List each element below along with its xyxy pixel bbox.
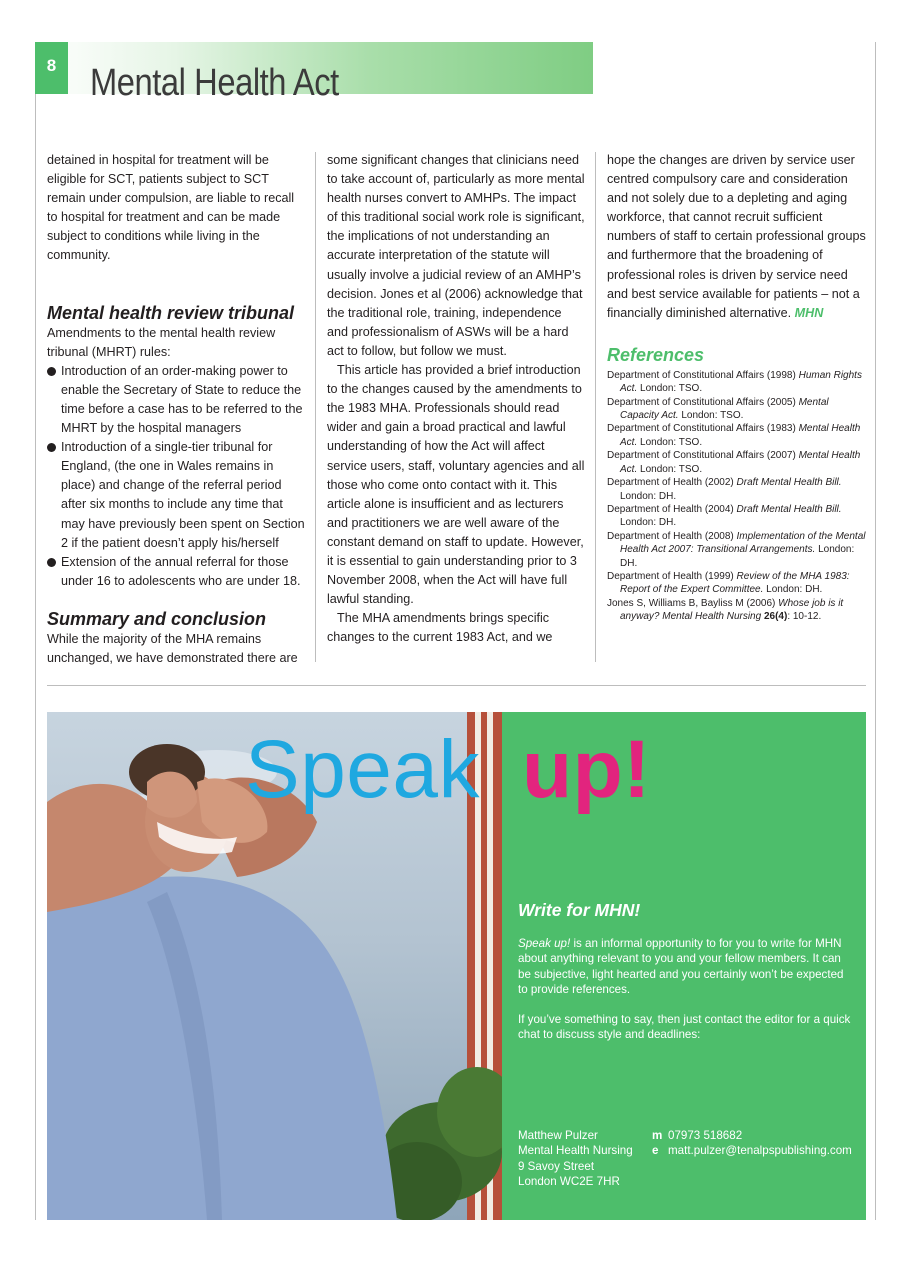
column-divider [315, 152, 316, 662]
section-heading: Summary and conclusion [47, 608, 267, 629]
promo-paragraph: Speak up! is an informal opportunity to for you to write for MHN about anything relevant to you and your fellow members. It can be subjective, light hearted and you certainly won’t be expected to provide references. [518, 937, 844, 996]
section-heading: Mental health review tribunal [47, 302, 295, 323]
speak-headline: Speak [245, 724, 481, 815]
publication-name: Mental Health Nursing [518, 1144, 633, 1158]
reference-item: Jones S, Williams B, Bayliss M (2006) Whose job is it anyway? Mental Health Nursing 26(4): 10-12. [607, 597, 844, 623]
reference-item: Department of Health (2008) Implementation of the Mental Health Act 2007: Transitional Arrangements. London: DH. [607, 530, 866, 569]
paragraph: The MHA amendments brings specific changes to the current 1983 Act, and we [327, 611, 553, 645]
reference-item: Department of Constitutional Affairs (2007) Mental Health Act. London: TSO. [607, 450, 861, 475]
section-divider [47, 685, 866, 686]
bullet-item [47, 553, 305, 591]
column-divider [595, 152, 596, 662]
page-title: Mental Health Act [90, 62, 339, 104]
email-line [652, 1143, 852, 1158]
reference-item: Department of Constitutional Affairs (1983) Mental Health Act. London: TSO. [607, 423, 861, 448]
promo-body [518, 936, 853, 1058]
up-headline: up! [522, 724, 651, 815]
paragraph: Amendments to the mental health review tribunal (MHRT) rules: [47, 325, 276, 359]
reference-item: Department of Constitutional Affairs (2005) Mental Capacity Act. London: TSO. [607, 396, 829, 422]
reference-item: Department of Constitutional Affairs (1998) Human Rights Act. London: TSO. [607, 369, 862, 395]
promo-heading: Write for MHN! [518, 900, 641, 920]
phone-label: m [652, 1129, 663, 1142]
page-number: 8 [35, 42, 68, 94]
column-2 [327, 151, 585, 647]
editor-name: Matthew Pulzer [518, 1129, 598, 1142]
bullet-text: Introduction of a single-tier tribunal for England, (the one in Wales remains in place) and change of the referral period after six months to include any time that may have previously been spent on Section 2 if the patient doesn’t apply his/herself [61, 440, 305, 550]
column-1 [47, 151, 305, 668]
reference-item: Department of Health (2004) Draft Mental Health Bill. London: DH. [607, 503, 842, 529]
city-postcode: London WC2E 7HR [518, 1174, 620, 1188]
paragraph [607, 151, 869, 323]
paragraph: While the majority of the MHA remains unchanged, we have demonstrated there are [47, 631, 298, 665]
paragraph: detained in hospital for treatment will be eligible for SCT, patients subject to SCT remain under compulsion, are liable to recall to hospital for treatment and can be made subject to conditions while living in the community. [47, 153, 295, 263]
editor-address [518, 1128, 633, 1189]
phone-number[interactable]: 07973 518682 [668, 1129, 743, 1142]
right-margin-rule [875, 42, 876, 1220]
bullet-icon [47, 367, 56, 376]
bullet-icon [47, 558, 56, 567]
paragraph-text: hope the changes are driven by service user centred compulsory care and consideration and not solely due to a depleting and aging workforce, that cannot recruit sufficient numbers of staff to certain professional groups and furthermore that the broadening of professional roles is driven by service need and best service available for patients – not a financially diminished alternative. [607, 153, 866, 320]
promo-paragraph: If you’ve something to say, then just contact the editor for a quick chat to discuss style and deadlines: [518, 1013, 851, 1042]
street-address: 9 Savoy Street [518, 1159, 595, 1173]
email-label: e [652, 1144, 659, 1158]
paragraph: This article has provided a brief introduction to the changes caused by the amendments to the 1983 MHA. Professionals should read wider and gain a broad practical and lawful understanding of how the Act will affect service users, staff, voluntary agencies and all those who come onto contact with it. This article alone is insufficient and as lecturers and practitioners we are well aware of the constant demand on staff to update. However, it is essential to gain understanding prior to 3 November 2008, when the Act will have full lawful standing. [327, 363, 585, 607]
bullet-icon [47, 443, 56, 452]
bullet-item [47, 438, 305, 553]
bullet-text: Extension of the annual referral for those under 16 to adolescents who are under 18. [61, 554, 301, 588]
reference-item: Department of Health (2002) Draft Mental Health Bill. London: DH. [607, 477, 842, 502]
left-margin-rule [35, 94, 36, 1220]
bullet-item [47, 362, 305, 438]
end-mark: MHN [794, 305, 824, 320]
column-3 [607, 151, 869, 624]
references-list [607, 369, 869, 624]
paragraph: some significant changes that clinicians need to take account of, particularly as more mental health nurses convert to AMHPs. The impact of this traditional social work role is significant, the implications of not understanding an accurate interpretation of the statute will usually involve a judicial review of an AMHP’s decision. Jones et al (2006) acknowledge that the traditional role, training, independence and professionalism of ASWs will be a hard act to follow, but follow we must. [327, 153, 585, 358]
bullet-text: Introduction of an order-making power to enable the Secretary of State to reduce the time before a case has to be referred to the MHRT by the hospital managers [61, 363, 303, 436]
references-heading: References [607, 344, 705, 365]
email-address[interactable]: matt.pulzer@tenalpspublishing.com [668, 1144, 852, 1158]
editor-contacts [652, 1128, 852, 1159]
reference-item: Department of Health (1999) Review of the MHA 1983: Report of the Expert Committee. London: DH. [607, 570, 850, 596]
phone-line [652, 1128, 852, 1143]
